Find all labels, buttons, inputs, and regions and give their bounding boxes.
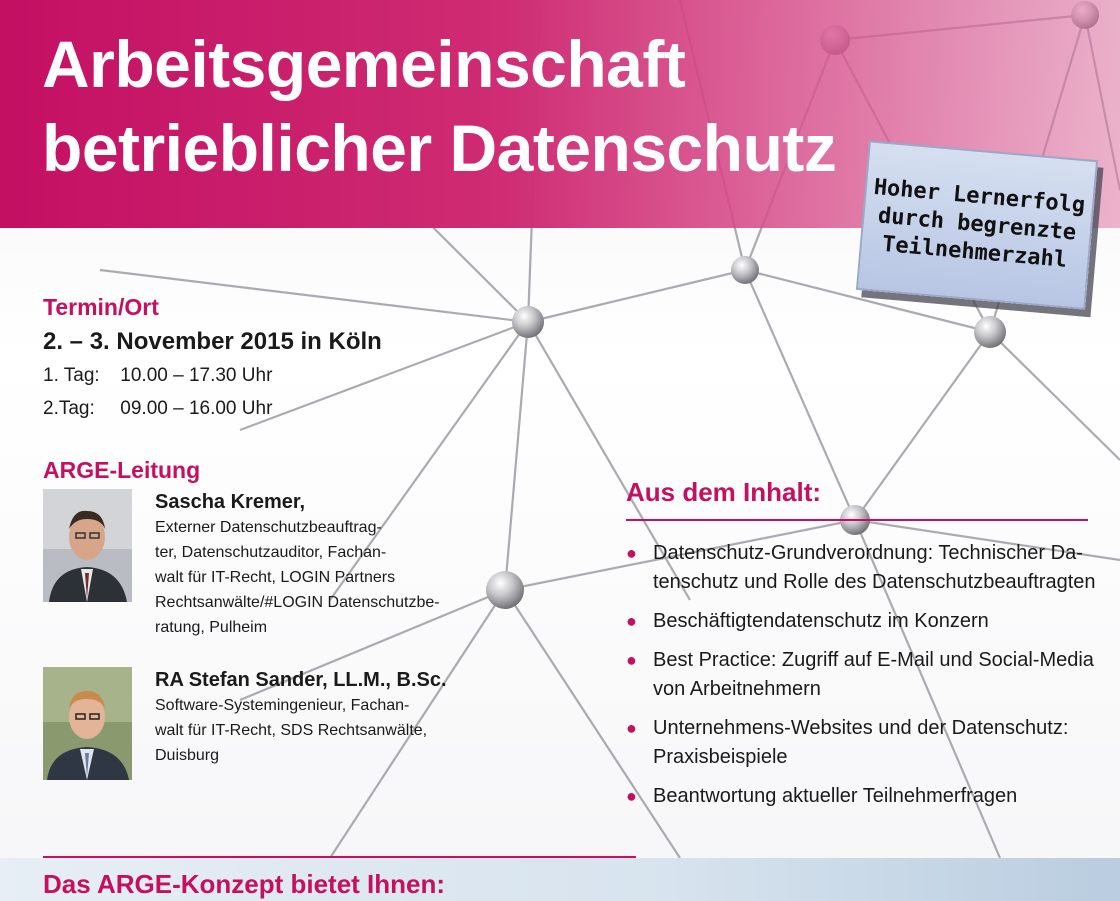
- title-line-2: betrieblicher Datenschutz: [42, 111, 837, 185]
- list-item: ● Unternehmens-Websites und der Datenschutz: Praxisbeispiele: [626, 714, 1120, 772]
- termin-section: [43, 292, 382, 425]
- konzept-heading: Das ARGE-Konzept bietet Ihnen:: [43, 869, 446, 899]
- list-item: ● Beschäftigtendatenschutz im Konzern: [626, 607, 1120, 636]
- person-sander: [43, 667, 463, 782]
- person-name: Sascha Kremer,: [155, 491, 306, 513]
- title-line-1: Arbeitsgemeinschaft: [42, 27, 686, 101]
- termin-heading: Termin/Ort: [43, 294, 159, 320]
- portrait-photo-sander: [43, 667, 132, 780]
- list-item: ● Beantwortung aktueller Teilnehmerfragen: [626, 782, 1120, 811]
- person-description: Software-Systemingenieur, Fachan- walt für IT-Recht, SDS Rechtsanwälte, Duisburg: [155, 697, 428, 764]
- inhalt-section: [626, 474, 1120, 821]
- list-item: ● Datenschutz-Grundverordnung: Technischer Da- tenschutz und Rolle des Datenschutzbeauftragten: [626, 539, 1120, 597]
- portrait-photo-kremer: [43, 489, 132, 602]
- person-name: RA Stefan Sander, LL.M., B.Sc.: [155, 669, 447, 691]
- day-2-label: 2.Tag:: [43, 398, 95, 419]
- inhalt-divider: [626, 519, 1088, 521]
- day-1-hours: 10.00 – 17.30 Uhr: [120, 365, 273, 386]
- arge-heading: ARGE-Leitung: [43, 457, 201, 483]
- inhalt-heading: Aus dem Inhalt:: [626, 477, 822, 507]
- bullet-dot-icon: ●: [626, 786, 637, 806]
- bottom-divider: [43, 856, 636, 858]
- bullet-dot-icon: ●: [626, 543, 637, 563]
- day-2-hours: 09.00 – 16.00 Uhr: [120, 398, 273, 419]
- list-item: ● Best Practice: Zugriff auf E-Mail und Social-Media von Arbeitnehmern: [626, 646, 1120, 704]
- person-kremer: [43, 489, 463, 636]
- arge-leitung-section: [43, 455, 200, 485]
- person-kremer-text: [155, 489, 475, 640]
- day-2-time: [43, 392, 382, 425]
- bullet-dot-icon: ●: [626, 650, 637, 670]
- badge-text: Hoher Lernerfolg durch begrenzte Teilnehmerzahl: [872, 174, 1087, 273]
- person-sander-text: [155, 667, 475, 768]
- day-1-time: [43, 359, 382, 392]
- day-1-label: 1. Tag:: [43, 365, 100, 386]
- page-title: [42, 22, 836, 190]
- participant-limit-badge: [856, 140, 1098, 309]
- inhalt-list: [626, 539, 1120, 811]
- event-date: 2. – 3. November 2015 in Köln: [43, 328, 382, 355]
- bullet-dot-icon: ●: [626, 718, 637, 738]
- bullet-dot-icon: ●: [626, 611, 637, 631]
- person-description: Externer Datenschutzbeauftrag- ter, Datenschutzauditor, Fachan- walt für IT-Recht, LOGIN Partners Rechtsanwälte/#LOGIN Datenschutzbe- ratung, Pulheim: [155, 519, 440, 636]
